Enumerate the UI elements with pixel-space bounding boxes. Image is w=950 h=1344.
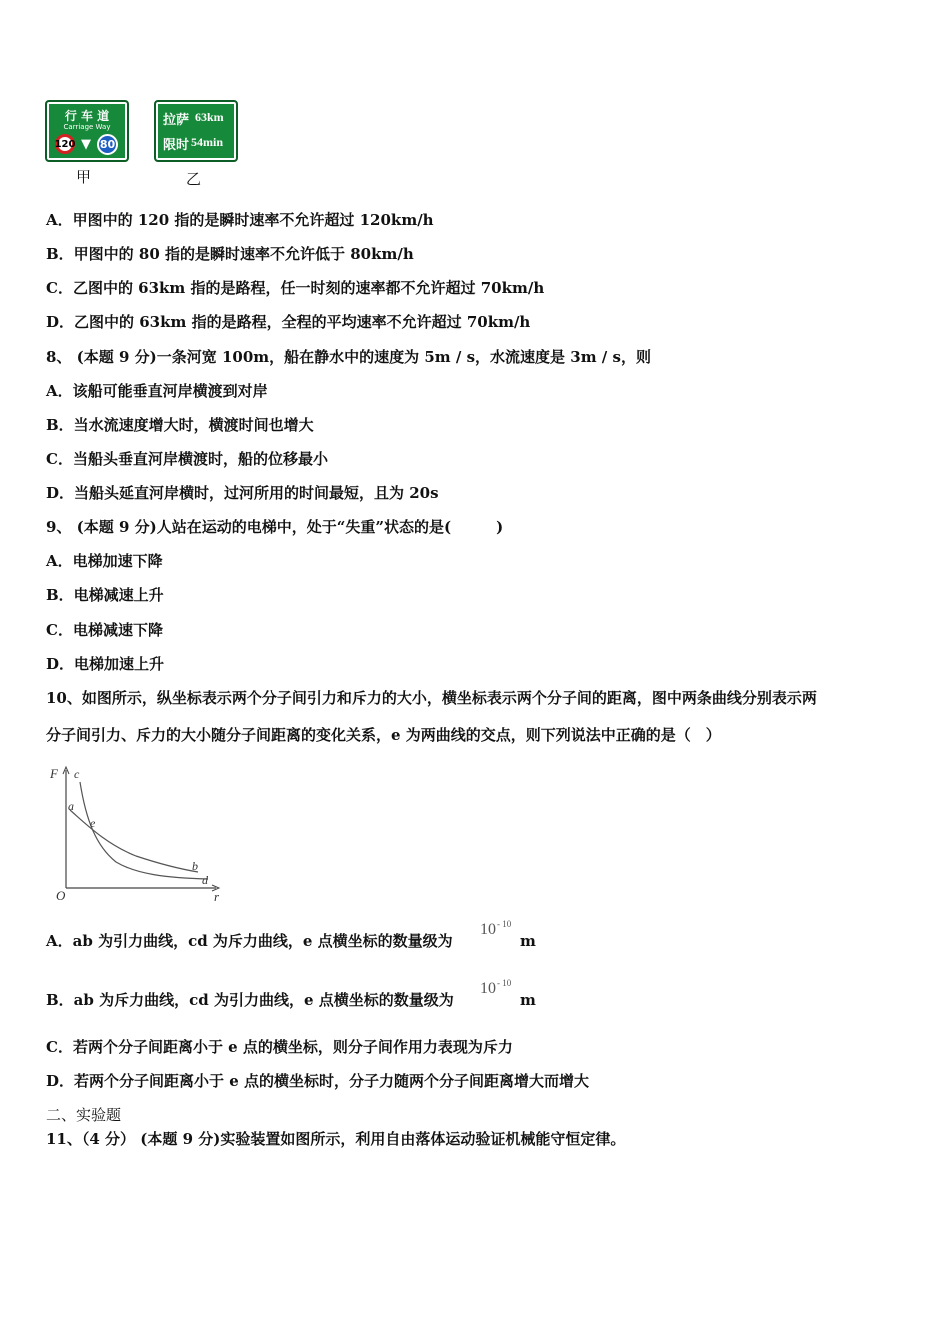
q10-option-b-power-base: 10 [480,980,496,997]
q8-option-d: D．当船头延直河岸横时，过河所用的时间最短，且为 20s [46,484,439,502]
q7-option-b: B．甲图中的 80 指的是瞬时速率不允许低于 80km/h [46,245,414,263]
q9-option-c: C．电梯减速下降 [46,621,163,639]
sign-caption-jia: 甲 [76,168,92,186]
q10-option-b-power-exp: - 10 [497,978,512,988]
q9-option-b: B．电梯减速上升 [46,586,164,604]
section-title: 二、实验题 [46,1106,122,1124]
sign-title: 行 车 道 [64,109,110,123]
q9-option-d: D．电梯加速上升 [46,655,165,673]
curve-label-c: c [74,767,80,781]
max-speed-badge: 120 [55,134,75,154]
sign-subtitle: Carriage Way [63,123,111,131]
sign-caption-yi: 乙 [186,170,202,188]
q10-option-b: B．ab 为斥力曲线，cd 为引力曲线，e 点横坐标的数量级为 [46,991,454,1009]
repulsion-curve-cd [80,782,208,879]
speed-limit-sign [45,100,129,162]
min-speed-badge: 80 [97,134,118,155]
sign-time-label: 限时 [163,138,190,153]
q8-option-b: B．当水流速度增大时，横渡时间也增大 [46,416,314,434]
q8-option-c: C．当船头垂直河岸横渡时，船的位移最小 [46,450,328,468]
sign-time-value: 54min [191,135,224,149]
q10-option-d: D．若两个分子间距离小于 e 点的横坐标时，分子力随两个分子间距离增大而增大 [46,1072,589,1090]
force-distance-graph [46,762,226,908]
q8-option-a: A．该船可能垂直河岸横渡到对岸 [46,382,268,400]
q10-stem-line1: 10、如图所示，纵坐标表示两个分子间引力和斥力的大小，横坐标表示两个分子间的距离，图中两条曲线分别表示两 [46,689,817,707]
q10-option-a-power-exp: - 10 [497,919,512,929]
sign-distance: 63km [195,110,224,124]
down-arrow-icon: ▼ [81,137,91,152]
q9-stem: 9、 (本题 9 分)人站在运动的电梯中，处于“失重”状态的是( ) [46,518,504,536]
q10-option-a-power-base: 10 [480,921,496,938]
sign-place-name: 拉萨 [163,113,190,128]
curve-label-b: b [192,859,198,873]
q7-option-a: A．甲图中的 120 指的是瞬时速率不允许超过 120km/h [46,211,434,229]
q10-option-a-unit: m [520,932,536,950]
q10-option-c: C．若两个分子间距离小于 e 点的横坐标，则分子间作用力表现为斥力 [46,1038,513,1056]
curve-label-d: d [202,873,208,887]
q7-option-d: D．乙图中的 63km 指的是路程，全程的平均速率不允许超过 70km/h [46,313,531,331]
origin-label: O [56,888,66,903]
y-axis-label: F [50,766,58,781]
curve-label-e: e [90,816,96,830]
q9-option-a: A．电梯加速下降 [46,552,163,570]
distance-sign [154,100,238,162]
q7-option-c: C．乙图中的 63km 指的是路程，任一时刻的速率都不允许超过 70km/h [46,279,545,297]
q10-option-b-unit: m [520,991,536,1009]
q10-stem-line2: 分子间引力、斥力的大小随分子间距离的变化关系，e 为两曲线的交点，则下列说法中正确的是（ ） [46,726,721,744]
q8-stem: 8、 (本题 9 分)一条河宽 100m，船在静水中的速度为 5m / s，水流速度是 3m / s，则 [46,348,651,366]
curve-label-a: a [68,799,74,813]
q10-option-a: A．ab 为引力曲线，cd 为斥力曲线，e 点横坐标的数量级为 [46,932,453,950]
q11-stem: 11、（4 分） (本题 9 分)实验装置如图所示，利用自由落体运动验证机械能守恒定律。 [46,1130,626,1148]
x-axis-label: r [214,889,220,904]
